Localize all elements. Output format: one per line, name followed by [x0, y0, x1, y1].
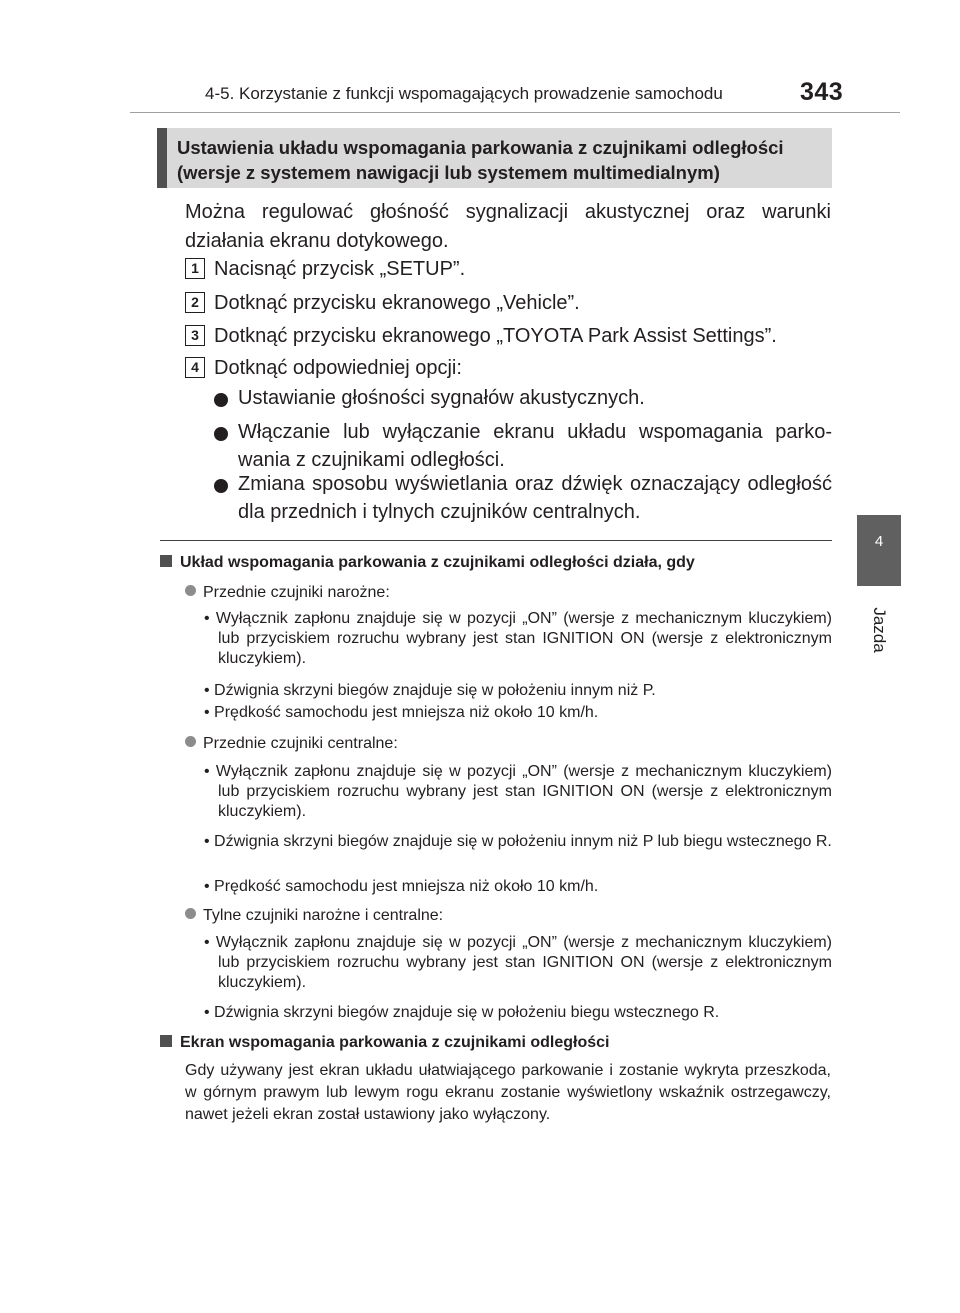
condition-bullet: • Wyłącznik zapłonu znajduje się w pozycji „ON” (wersje z mechanicznym kluczykiem) lub przyciskiem rozruchu wybrany jest stan IGNITION ON (wersje z elektronicznym kluczykiem). — [204, 934, 832, 991]
gray-dot-icon — [185, 908, 196, 919]
section-heading-line1: Ustawienia układu wspomagania parkowania z czujnikami odległości — [177, 137, 784, 158]
header-divider — [130, 112, 900, 113]
condition-bullet: • Dźwignia skrzyni biegów znajduje się w położeniu innym niż P lub biegu wstecznego R. — [204, 833, 832, 850]
square-marker-icon — [160, 555, 172, 567]
step-number-box: 1 — [185, 258, 205, 279]
step-4 — [185, 355, 462, 381]
section-heading-line2: (wersje z systemem nawigacji lub systemem multimedialnym) — [177, 162, 720, 183]
screen-heading-text: Ekran wspomagania parkowania z czujnikami odległości — [180, 1034, 610, 1051]
square-marker-icon — [160, 1035, 172, 1047]
step-text: Dotknąć przycisku ekranowego „TOYOTA Park Assist Settings”. — [214, 325, 777, 347]
condition-bullet: • Wyłącznik zapłonu znajduje się w pozycji „ON” (wersje z mechanicznym kluczykiem) lub przyciskiem rozruchu wybrany jest stan IGNITION ON (wersje z elektronicznym kluczykiem). — [204, 610, 832, 667]
gray-dot-icon — [185, 736, 196, 747]
step-3 — [185, 323, 777, 349]
option-item — [214, 418, 832, 474]
condition-bullet: • Dźwignia skrzyni biegów znajduje się w położeniu innym niż P. — [204, 682, 656, 699]
chapter-tab-label-box — [850, 600, 908, 660]
option-text: Zmiana sposobu wyświetlania oraz dźwięk oznaczający odległość dla przednich i tylnych czujników centralnych. — [238, 473, 832, 523]
group-title — [185, 906, 443, 926]
conditions-heading-text: Układ wspomagania parkowania z czujnikami odległości działa, gdy — [180, 554, 695, 571]
bullet-dot-icon — [214, 479, 228, 493]
option-text: Ustawianie głośności sygnałów akustycznych. — [238, 387, 645, 409]
condition-bullet: • Dźwignia skrzyni biegów znajduje się w położeniu biegu wstecznego R. — [204, 1004, 720, 1021]
step-2 — [185, 290, 580, 316]
screen-heading — [160, 1033, 609, 1053]
condition-bullet: • Wyłącznik zapłonu znajduje się w pozycji „ON” (wersje z mechanicznym kluczykiem) lub przyciskiem rozruchu wybrany jest stan IGNITION ON (wersje z elektronicznym kluczykiem). — [204, 763, 832, 820]
gray-dot-icon — [185, 585, 196, 596]
condition-bullet: • Prędkość samochodu jest mniejsza niż około 10 km/h. — [204, 878, 599, 895]
group-title — [185, 583, 390, 603]
step-text: Nacisnąć przycisk „SETUP”. — [214, 258, 466, 280]
step-number-box: 2 — [185, 292, 205, 313]
bullet-dot-icon — [214, 393, 228, 407]
intro-paragraph: Można regulować głośność sygnalizacji akustycznej oraz warunki działania ekranu dotykowego. — [185, 201, 831, 252]
step-text: Dotknąć odpowiedniej opcji: — [214, 357, 462, 379]
bullet-dot-icon — [214, 427, 228, 441]
step-1 — [185, 256, 465, 282]
step-number-box: 3 — [185, 325, 205, 346]
condition-bullet: • Prędkość samochodu jest mniejsza niż około 10 km/h. — [204, 704, 599, 721]
chapter-tab — [857, 515, 901, 586]
section-heading — [157, 128, 832, 188]
step-number-box: 4 — [185, 357, 205, 378]
group-title — [185, 734, 398, 754]
group-title-text: Tylne czujniki narożne i centralne: — [203, 907, 444, 924]
option-item — [214, 384, 832, 412]
group-title-text: Przednie czujniki narożne: — [203, 584, 390, 601]
screen-paragraph: Gdy używany jest ekran układu ułatwiającego parkowanie i zostanie wykryta przeszkoda, w górnym prawym lub lewym rogu ekranu zostanie wyświetlony wskaźnik ostrzegawczy, nawet jeżeli ekran został ustawiony jako wyłączony. — [185, 1062, 831, 1123]
option-text: Włączanie lub wyłączanie ekranu układu wspomagania parko-wania z czujnikami odległości. — [238, 421, 832, 471]
option-item — [214, 470, 832, 526]
chapter-title: 4-5. Korzystanie z funkcji wspomagających prowadzenie samochodu — [205, 84, 723, 103]
conditions-heading — [160, 553, 695, 573]
group-title-text: Przednie czujniki centralne: — [203, 735, 398, 752]
chapter-tab-number: 4 — [874, 533, 884, 550]
page-number: 343 — [800, 78, 844, 106]
notes-divider — [160, 540, 832, 541]
step-text: Dotknąć przycisku ekranowego „Vehicle”. — [214, 292, 580, 314]
chapter-tab-label: Jazda — [870, 607, 889, 653]
